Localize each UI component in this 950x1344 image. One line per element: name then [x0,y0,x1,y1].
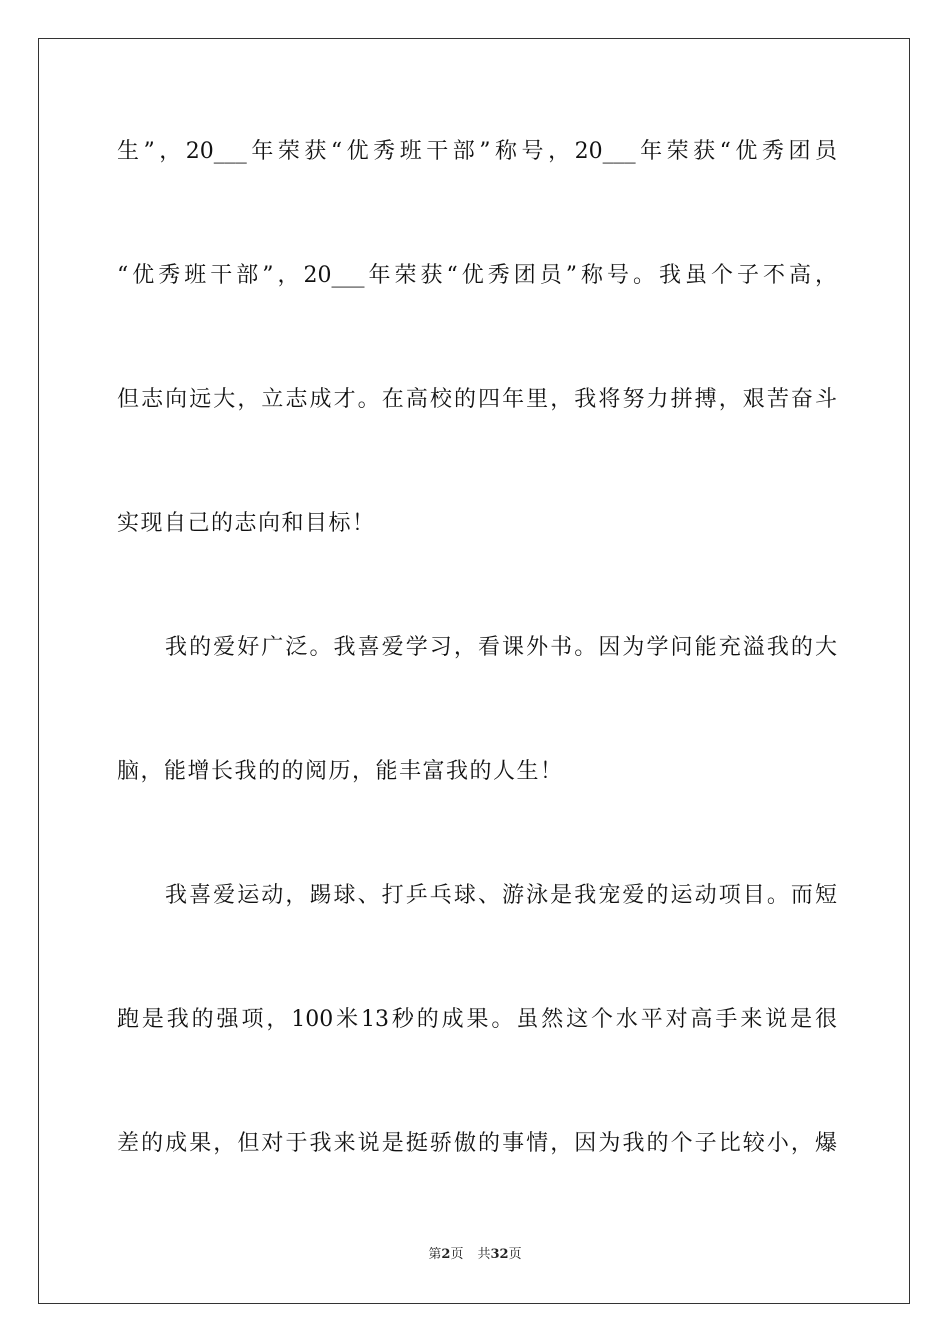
footer-page-number: 2 [441,1247,451,1262]
footer-page-prefix: 第 [428,1247,442,1262]
body-text-line-2: “优秀班干部”，20___年荣获“优秀团员”称号。我虽个子不高， [117,263,837,288]
page-footer [0,1246,950,1264]
paragraph-sports-line-2: 跑是我的强项，100米13秒的成果。虽然这个水平对高手来说是很 [117,1007,837,1032]
footer-total-pages: 32 [490,1247,509,1262]
paragraph-sports-line-3: 差的成果，但对于我来说是挺骄傲的事情，因为我的个子比较小，爆 [117,1131,837,1156]
paragraph-sports-line-1: 我喜爱运动，踢球、打乒乓球、游泳是我宠爱的运动项目。而短 [165,883,837,908]
paragraph-hobbies-line-1: 我的爱好广泛。我喜爱学习，看课外书。因为学问能充溢我的大 [165,635,837,660]
page-border [38,38,910,1304]
body-text-line-3: 但志向远大，立志成才。在高校的四年里，我将努力拼搏，艰苦奋斗 [117,387,837,412]
footer-page-suffix: 页 [450,1247,464,1262]
body-text-line-4: 实现自己的志向和目标！ [117,511,376,536]
footer-total-prefix: 共 [477,1247,491,1262]
body-text-line-1: 生”，20___年荣获“优秀班干部”称号，20___年荣获“优秀团员 [117,139,837,164]
footer-total-suffix: 页 [508,1247,522,1262]
paragraph-hobbies-line-2: 脑，能增长我的的阅历，能丰富我的人生！ [117,759,564,784]
